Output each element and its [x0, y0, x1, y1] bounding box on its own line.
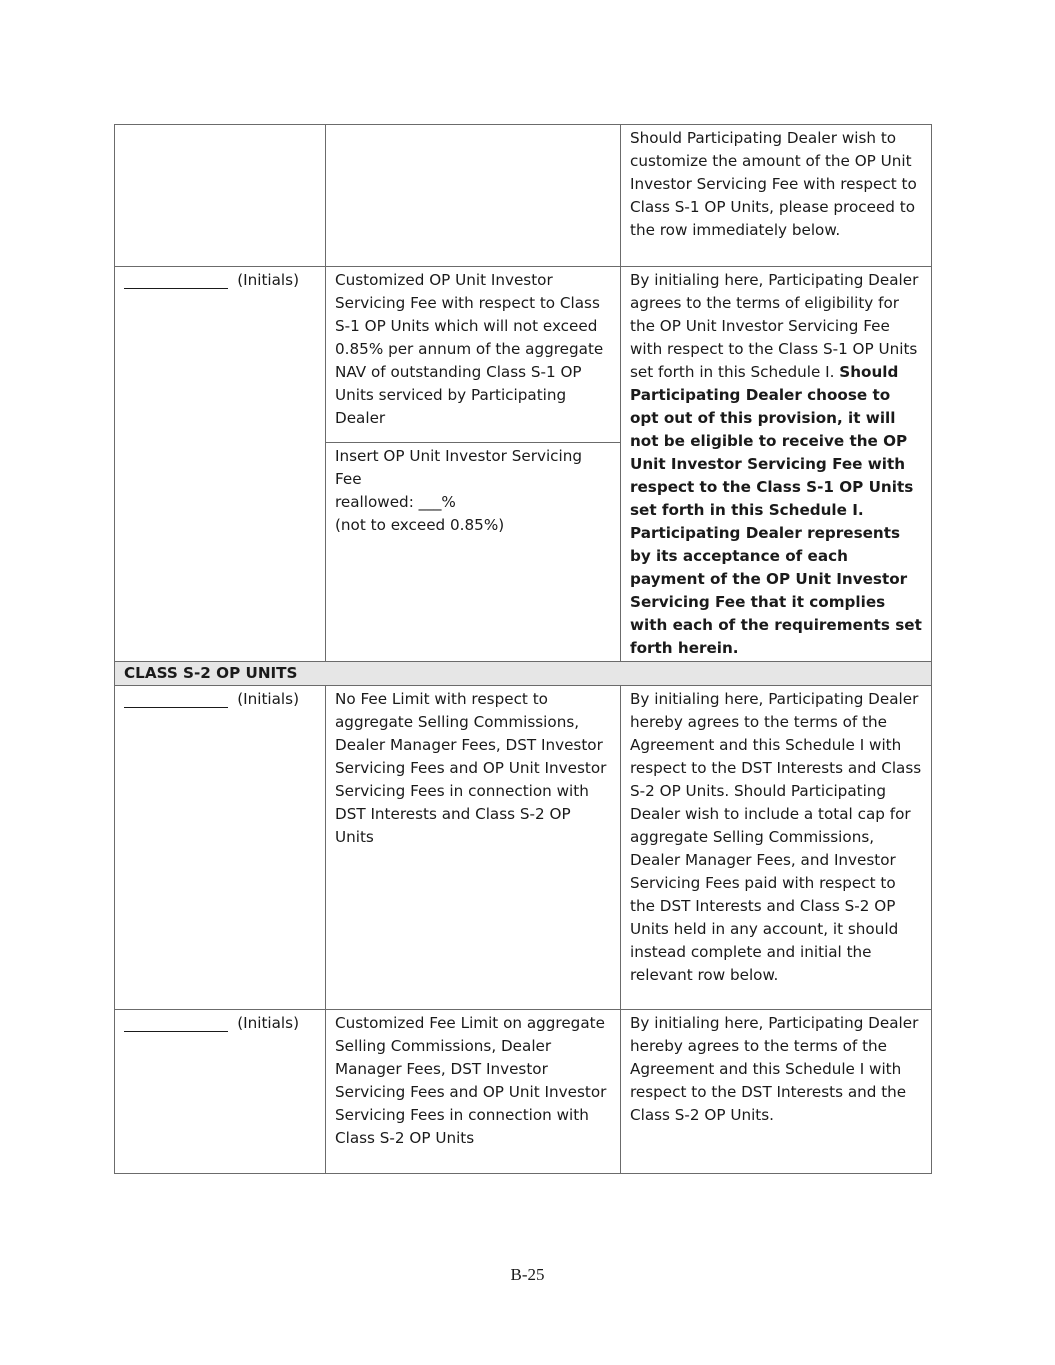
initials-input-line[interactable] [124, 688, 228, 708]
description-cell: Customized Fee Limit on aggregate Selling Commissions, Dealer Manager Fees, DST Investor Servicing Fees and OP Unit Investor Servicing Fees in connection with Class S-2 OP Units [326, 1010, 621, 1174]
initials-label: (Initials) [237, 271, 299, 289]
table-row [115, 267, 932, 662]
section-header-row [115, 662, 932, 686]
initials-input-line[interactable] [124, 1012, 228, 1032]
page-number: B-25 [510, 1265, 545, 1284]
fee-reallowed-field[interactable]: Insert OP Unit Investor Servicing Fee reallowed: ___% (not to exceed 0.85%) [326, 442, 620, 537]
initials-label: (Initials) [237, 1014, 299, 1032]
initials-cell [115, 686, 326, 1010]
description-cell [326, 125, 621, 267]
terms-bold-text: Should Participating Dealer choose to opt out of this provision, it will not be eligible to receive the OP Unit Investor Servicing Fee with respect to the Class S-1 OP Units set forth in this Schedule I. Participating Dealer represents by its acceptance of each payment of the OP Unit Investor Servicing Fee that it complies with each of the requirements set forth herein. [630, 363, 922, 657]
table-row [115, 1010, 932, 1174]
initials-cell [115, 267, 326, 662]
description-cell: No Fee Limit with respect to aggregate Selling Commissions, Dealer Manager Fees, DST Investor Servicing Fees and OP Unit Investor Servicing Fees in connection with DST Interests and Class S-2 OP Units [326, 686, 621, 1010]
terms-cell [621, 267, 932, 662]
terms-cell: Should Participating Dealer wish to customize the amount of the OP Unit Investor Servicing Fee with respect to Class S-1 OP Units, please proceed to the row immediately below. [621, 125, 932, 267]
section-header: CLASS S-2 OP UNITS [115, 662, 932, 686]
terms-cell: By initialing here, Participating Dealer hereby agrees to the terms of the Agreement and this Schedule I with respect to the DST Interests and the Class S-2 OP Units. [621, 1010, 932, 1174]
initials-cell [115, 1010, 326, 1174]
terms-text: By initialing here, Participating Dealer agrees to the terms of eligibility for the OP Unit Investor Servicing Fee with respect to the Class S-1 OP Units set forth in this Schedule I. [630, 271, 919, 381]
schedule-table [114, 124, 932, 1174]
table-row [115, 125, 932, 267]
initials-input-line[interactable] [124, 269, 228, 289]
terms-cell: By initialing here, Participating Dealer hereby agrees to the terms of the Agreement and this Schedule I with respect to the DST Interests and Class S-2 OP Units. Should Participating Dealer wish to include a total cap for aggregate Selling Commissions, Dealer Manager Fees, and Investor Servicing Fees paid with respect to the DST Interests and Class S-2 OP Units held in any account, it should instead complete and initial the relevant row below. [621, 686, 932, 1010]
description-cell [326, 267, 621, 662]
initials-label: (Initials) [237, 690, 299, 708]
table-row [115, 686, 932, 1010]
fee-description: Customized OP Unit Investor Servicing Fee with respect to Class S-1 OP Units which will not exceed 0.85% per annum of the aggregate NAV of outstanding Class S-1 OP Units serviced by Participating Dealer [335, 271, 604, 427]
initials-cell [115, 125, 326, 267]
